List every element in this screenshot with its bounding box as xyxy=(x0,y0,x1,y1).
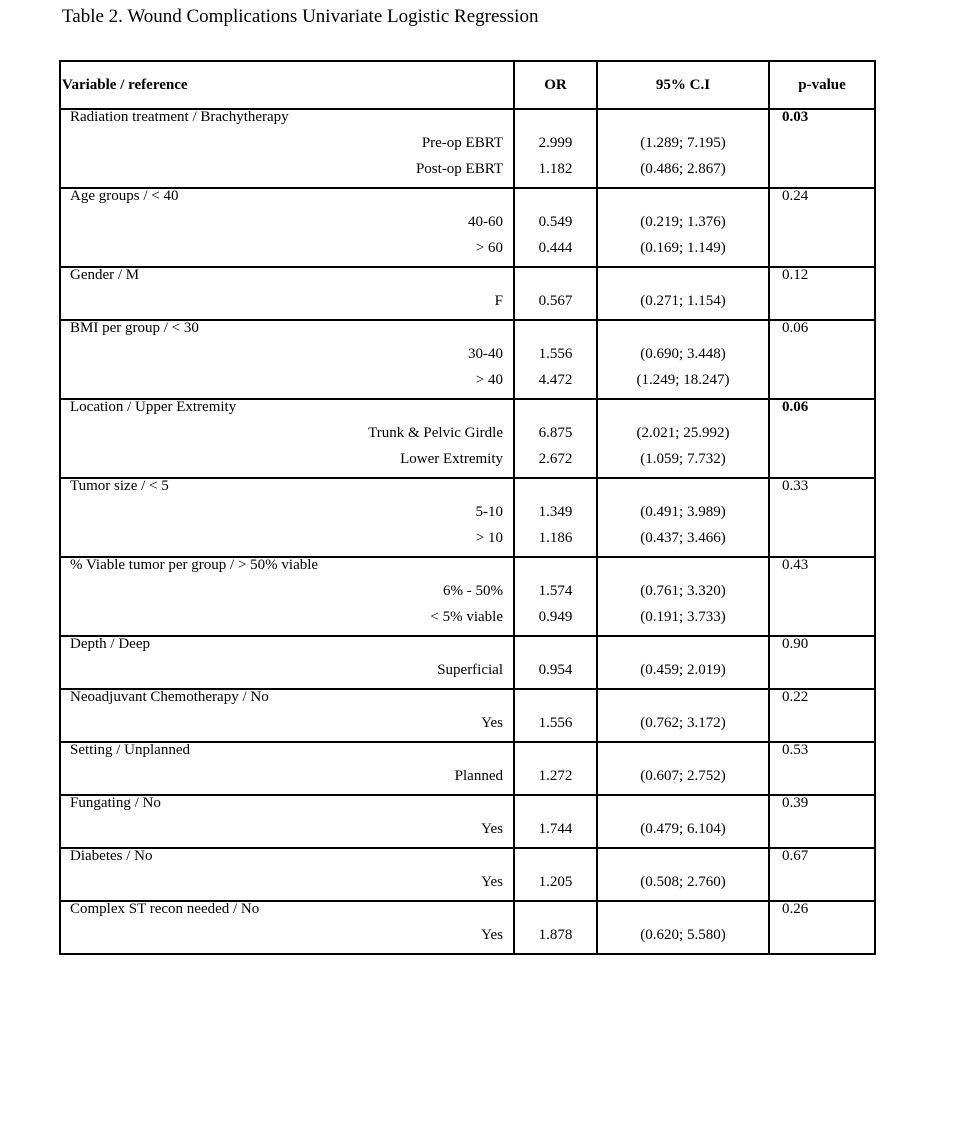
table-row xyxy=(60,636,875,689)
spacer xyxy=(515,321,596,341)
level-label: 30-40 xyxy=(468,346,503,362)
variable-name: Gender / M xyxy=(70,267,140,283)
spacer xyxy=(598,400,768,420)
table-row xyxy=(60,109,875,188)
variable-cell xyxy=(60,320,514,399)
p-value: 0.24 xyxy=(782,188,809,204)
level-label: > 40 xyxy=(475,372,503,388)
spacer xyxy=(598,849,768,869)
table-row xyxy=(60,188,875,267)
ci-cell xyxy=(597,267,769,320)
spacer xyxy=(598,736,768,741)
variable-cell xyxy=(60,742,514,795)
level-label: Post-op EBRT xyxy=(415,161,503,177)
p-value: 0.39 xyxy=(782,795,809,811)
spacer xyxy=(598,842,768,847)
or-cell xyxy=(514,320,597,399)
odds-ratio: 2.999 xyxy=(538,135,573,151)
odds-ratio: 0.549 xyxy=(538,214,573,230)
spacer xyxy=(61,736,513,741)
confidence-interval: (0.191; 3.733) xyxy=(640,609,726,625)
spacer xyxy=(61,948,513,953)
confidence-interval: (0.508; 2.760) xyxy=(640,874,726,890)
variable-cell xyxy=(60,901,514,954)
header-or: OR xyxy=(514,61,597,109)
odds-ratio: 1.186 xyxy=(538,530,573,546)
or-cell xyxy=(514,636,597,689)
level-label: F xyxy=(494,293,503,309)
odds-ratio: 1.556 xyxy=(538,715,573,731)
table-row xyxy=(60,478,875,557)
confidence-interval: (1.289; 7.195) xyxy=(640,135,726,151)
p-value: 0.67 xyxy=(782,848,809,864)
spacer xyxy=(515,743,596,763)
spacer xyxy=(515,261,596,266)
odds-ratio: 1.272 xyxy=(538,768,573,784)
or-cell xyxy=(514,901,597,954)
spacer xyxy=(515,268,596,288)
p-value: 0.53 xyxy=(782,742,809,758)
p-value: 0.43 xyxy=(782,557,809,573)
or-cell xyxy=(514,557,597,636)
variable-name: % Viable tumor per group / > 50% viable xyxy=(70,557,319,573)
odds-ratio: 0.949 xyxy=(538,609,573,625)
level-label: > 60 xyxy=(475,240,503,256)
odds-ratio: 2.672 xyxy=(538,451,573,467)
variable-cell xyxy=(60,399,514,478)
spacer xyxy=(61,551,513,556)
p-value-cell xyxy=(769,636,875,689)
spacer xyxy=(598,637,768,657)
odds-ratio: 1.182 xyxy=(538,161,573,177)
variable-name: Neoadjuvant Chemotherapy / No xyxy=(70,689,269,705)
odds-ratio: 1.556 xyxy=(538,346,573,362)
or-cell xyxy=(514,478,597,557)
spacer xyxy=(598,472,768,477)
spacer xyxy=(598,690,768,710)
variable-name: Age groups / < 40 xyxy=(70,188,179,204)
table-row xyxy=(60,557,875,636)
spacer xyxy=(598,314,768,319)
or-cell xyxy=(514,399,597,478)
confidence-interval: (2.021; 25.992) xyxy=(636,425,730,441)
spacer xyxy=(515,110,596,130)
p-value: 0.22 xyxy=(782,689,809,705)
or-cell xyxy=(514,742,597,795)
confidence-interval: (0.607; 2.752) xyxy=(640,768,726,784)
p-value-cell xyxy=(769,188,875,267)
level-label: > 10 xyxy=(475,530,503,546)
p-value-cell xyxy=(769,320,875,399)
p-value: 0.33 xyxy=(782,478,809,494)
header-row xyxy=(60,61,875,109)
spacer xyxy=(598,683,768,688)
odds-ratio: 1.878 xyxy=(538,927,573,943)
variable-cell xyxy=(60,689,514,742)
level-label: Yes xyxy=(481,927,503,943)
spacer xyxy=(598,796,768,816)
level-label: 5-10 xyxy=(475,504,503,520)
variable-name: BMI per group / < 30 xyxy=(70,320,199,336)
ci-cell xyxy=(597,848,769,901)
spacer xyxy=(515,736,596,741)
level-label: Superficial xyxy=(437,662,503,678)
ci-cell xyxy=(597,795,769,848)
odds-ratio: 6.875 xyxy=(538,425,573,441)
variable-cell xyxy=(60,109,514,188)
p-value: 0.26 xyxy=(782,901,809,917)
table-caption: Table 2. Wound Complications Univariate Logistic Regression xyxy=(62,6,539,27)
spacer xyxy=(61,261,513,266)
confidence-interval: (0.486; 2.867) xyxy=(640,161,726,177)
table-row xyxy=(60,267,875,320)
odds-ratio: 1.744 xyxy=(538,821,573,837)
spacer xyxy=(598,902,768,922)
confidence-interval: (0.479; 6.104) xyxy=(640,821,726,837)
spacer xyxy=(61,630,513,635)
p-value-cell xyxy=(769,848,875,901)
variable-name: Fungating / No xyxy=(70,795,161,811)
spacer xyxy=(598,321,768,341)
ci-cell xyxy=(597,689,769,742)
variable-name: Complex ST recon needed / No xyxy=(70,901,260,917)
p-value-cell xyxy=(769,478,875,557)
spacer xyxy=(515,314,596,319)
spacer xyxy=(598,189,768,209)
spacer xyxy=(515,472,596,477)
spacer xyxy=(598,558,768,578)
variable-cell xyxy=(60,478,514,557)
spacer xyxy=(598,895,768,900)
level-label: 6% - 50% xyxy=(443,583,503,599)
ci-cell xyxy=(597,399,769,478)
spacer xyxy=(598,110,768,130)
level-label: < 5% viable xyxy=(430,609,503,625)
ci-cell xyxy=(597,636,769,689)
spacer xyxy=(515,630,596,635)
ci-cell xyxy=(597,188,769,267)
confidence-interval: (0.761; 3.320) xyxy=(640,583,726,599)
or-cell xyxy=(514,267,597,320)
spacer xyxy=(515,796,596,816)
or-cell xyxy=(514,689,597,742)
confidence-interval: (0.219; 1.376) xyxy=(640,214,726,230)
variable-cell xyxy=(60,636,514,689)
confidence-interval: (0.437; 3.466) xyxy=(640,530,726,546)
spacer xyxy=(598,268,768,288)
spacer xyxy=(515,189,596,209)
variable-name: Location / Upper Extremity xyxy=(70,399,237,415)
spacer xyxy=(61,472,513,477)
level-label: Trunk & Pelvic Girdle xyxy=(368,425,503,441)
level-label: Yes xyxy=(481,874,503,890)
spacer xyxy=(61,182,513,187)
spacer xyxy=(598,182,768,187)
header-p-value: p-value xyxy=(769,61,875,109)
spacer xyxy=(515,842,596,847)
spacer xyxy=(61,683,513,688)
spacer xyxy=(515,948,596,953)
p-value-cell xyxy=(769,267,875,320)
ci-cell xyxy=(597,320,769,399)
spacer xyxy=(598,261,768,266)
level-label: Yes xyxy=(481,715,503,731)
table-row xyxy=(60,795,875,848)
confidence-interval: (0.620; 5.580) xyxy=(640,927,726,943)
level-label: 40-60 xyxy=(468,214,503,230)
spacer xyxy=(61,842,513,847)
table-row xyxy=(60,742,875,795)
spacer xyxy=(515,789,596,794)
p-value: 0.90 xyxy=(782,636,809,652)
level-label: Lower Extremity xyxy=(400,451,503,467)
variable-name: Diabetes / No xyxy=(70,848,153,864)
confidence-interval: (0.169; 1.149) xyxy=(640,240,726,256)
or-cell xyxy=(514,109,597,188)
table-row xyxy=(60,399,875,478)
spacer xyxy=(61,895,513,900)
header-variable: Variable / reference xyxy=(60,61,514,109)
variable-cell xyxy=(60,848,514,901)
table-row xyxy=(60,689,875,742)
spacer xyxy=(515,182,596,187)
spacer xyxy=(515,551,596,556)
spacer xyxy=(515,393,596,398)
or-cell xyxy=(514,188,597,267)
p-value-cell xyxy=(769,795,875,848)
spacer xyxy=(515,683,596,688)
confidence-interval: (0.690; 3.448) xyxy=(640,346,726,362)
ci-cell xyxy=(597,109,769,188)
spacer xyxy=(515,895,596,900)
p-value-cell xyxy=(769,742,875,795)
spacer xyxy=(598,393,768,398)
confidence-interval: (0.271; 1.154) xyxy=(640,293,726,309)
p-value-cell xyxy=(769,901,875,954)
odds-ratio: 4.472 xyxy=(538,372,573,388)
spacer xyxy=(598,551,768,556)
confidence-interval: (1.249; 18.247) xyxy=(636,372,730,388)
spacer xyxy=(515,902,596,922)
spacer xyxy=(598,789,768,794)
variable-name: Setting / Unplanned xyxy=(70,742,190,758)
odds-ratio: 0.444 xyxy=(538,240,573,256)
spacer xyxy=(515,637,596,657)
ci-cell xyxy=(597,478,769,557)
spacer xyxy=(61,393,513,398)
spacer xyxy=(598,948,768,953)
variable-cell xyxy=(60,557,514,636)
spacer xyxy=(515,849,596,869)
p-value: 0.06 xyxy=(782,399,809,415)
table-body xyxy=(60,109,875,954)
spacer xyxy=(515,558,596,578)
variable-cell xyxy=(60,795,514,848)
spacer xyxy=(598,743,768,763)
variable-name: Tumor size / < 5 xyxy=(70,478,169,494)
or-cell xyxy=(514,795,597,848)
confidence-interval: (0.459; 2.019) xyxy=(640,662,726,678)
variable-name: Radiation treatment / Brachytherapy xyxy=(70,109,289,125)
odds-ratio: 1.205 xyxy=(538,874,573,890)
spacer xyxy=(598,630,768,635)
variable-cell xyxy=(60,188,514,267)
ci-cell xyxy=(597,557,769,636)
variable-name: Depth / Deep xyxy=(70,636,150,652)
spacer xyxy=(61,314,513,319)
regression-table xyxy=(59,60,876,955)
header-ci: 95% C.I xyxy=(597,61,769,109)
p-value-cell xyxy=(769,399,875,478)
odds-ratio: 1.349 xyxy=(538,504,573,520)
odds-ratio: 0.954 xyxy=(538,662,573,678)
spacer xyxy=(598,479,768,499)
odds-ratio: 0.567 xyxy=(538,293,573,309)
ci-cell xyxy=(597,901,769,954)
p-value: 0.12 xyxy=(782,267,809,283)
p-value: 0.03 xyxy=(782,109,809,125)
p-value-cell xyxy=(769,689,875,742)
level-label: Pre-op EBRT xyxy=(421,135,503,151)
level-label: Yes xyxy=(481,821,503,837)
table-row xyxy=(60,848,875,901)
spacer xyxy=(515,690,596,710)
level-label: Planned xyxy=(454,768,503,784)
table-row xyxy=(60,901,875,954)
table-row xyxy=(60,320,875,399)
spacer xyxy=(515,479,596,499)
confidence-interval: (0.762; 3.172) xyxy=(640,715,726,731)
p-value-cell xyxy=(769,557,875,636)
variable-cell xyxy=(60,267,514,320)
confidence-interval: (1.059; 7.732) xyxy=(640,451,726,467)
p-value: 0.06 xyxy=(782,320,809,336)
spacer xyxy=(515,400,596,420)
odds-ratio: 1.574 xyxy=(538,583,573,599)
ci-cell xyxy=(597,742,769,795)
p-value-cell xyxy=(769,109,875,188)
confidence-interval: (0.491; 3.989) xyxy=(640,504,726,520)
spacer xyxy=(61,789,513,794)
or-cell xyxy=(514,848,597,901)
